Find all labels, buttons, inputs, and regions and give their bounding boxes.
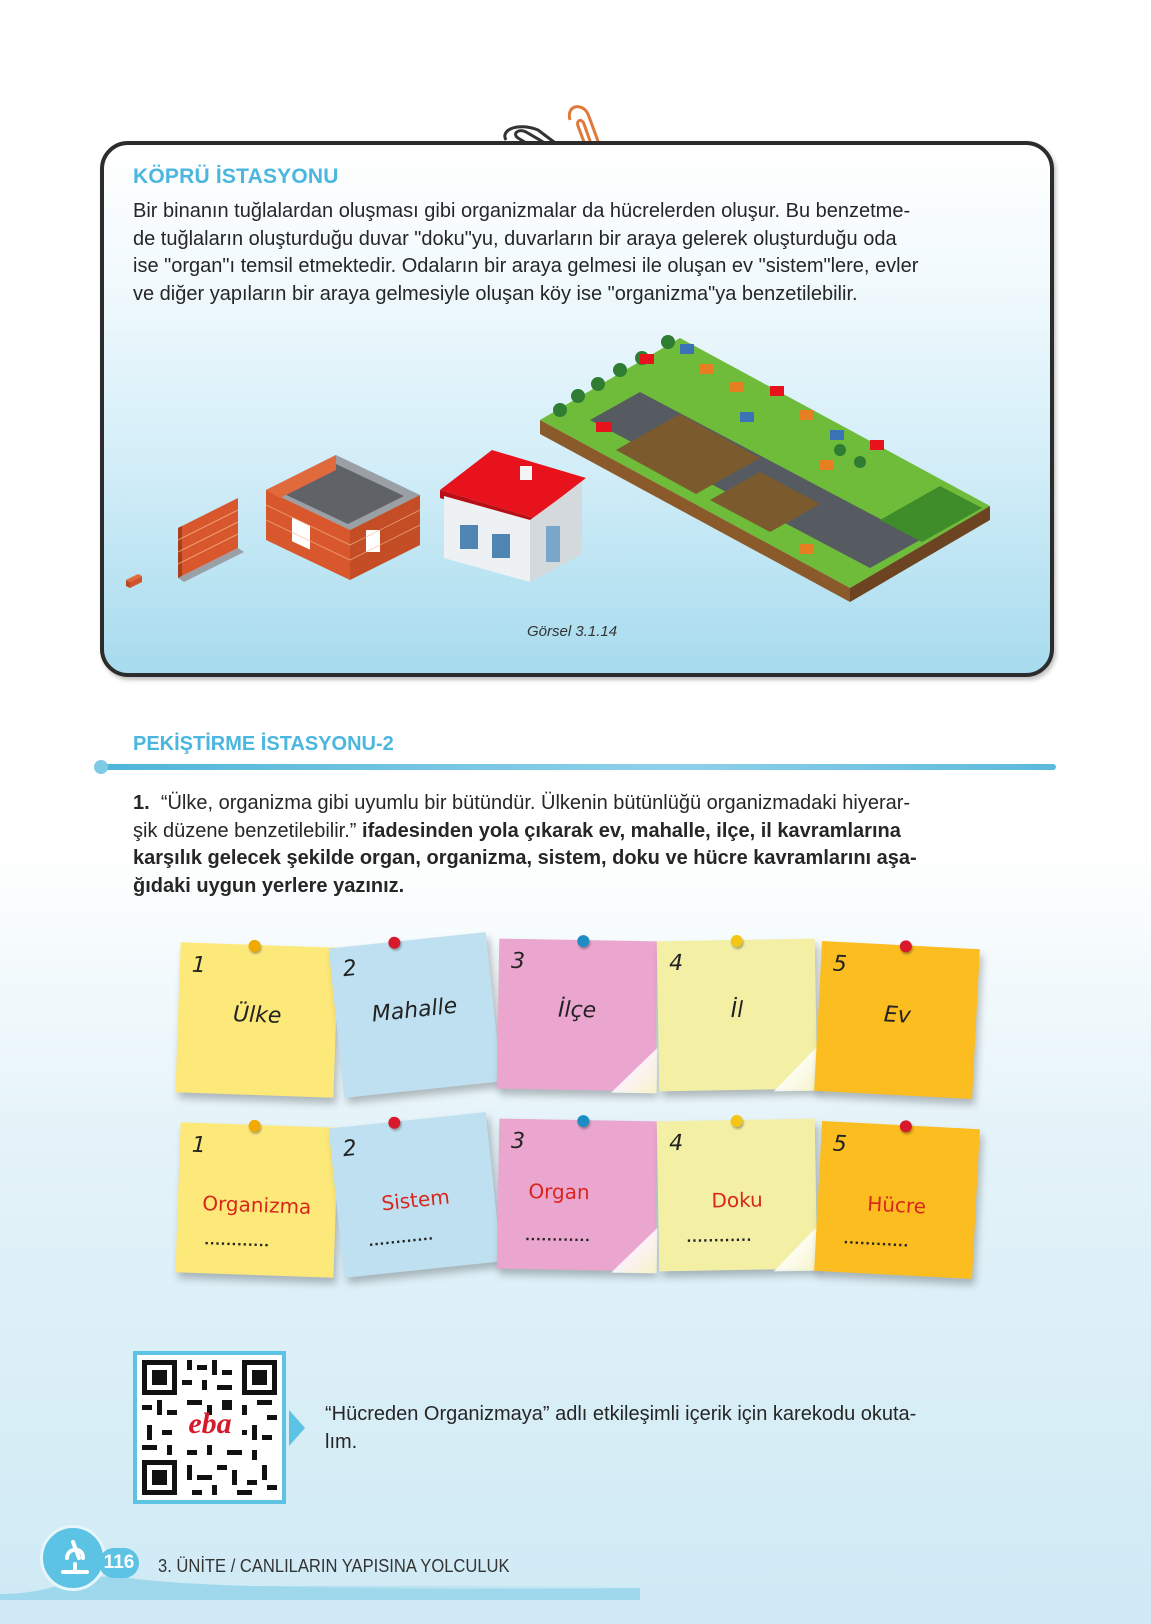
answer-blank: ............: [204, 1231, 271, 1251]
note-word: Mahalle: [370, 993, 459, 1028]
question-line: şik düzene benzetilebilir.”: [133, 819, 357, 842]
bridge-station-text: [133, 198, 1019, 308]
note-number: 2: [341, 955, 359, 983]
footer-underline: [140, 1586, 660, 1589]
qr-pointer-arrow: [289, 1410, 305, 1446]
note-word: Ülke: [232, 1002, 282, 1029]
house-icon: [440, 450, 586, 582]
figure-caption: Görsel 3.1.14: [527, 623, 618, 640]
pushpin-icon: [731, 935, 743, 947]
village-icon: [540, 335, 990, 602]
pushpin-icon: [900, 1120, 913, 1133]
pushpin-icon: [731, 1115, 743, 1127]
page-number: 116: [99, 1548, 139, 1578]
qr-text-line: “Hücreden Organizmaya” adlı etkileşimli içerik için karekodu okuta-: [325, 1403, 917, 1425]
sticky-note-answer-5: [814, 1121, 980, 1279]
microscope-icon: [40, 1525, 106, 1591]
sticky-note-answer-1: [175, 1122, 338, 1277]
qr-text-line: lım.: [325, 1431, 358, 1453]
sticky-note-ulke: [175, 942, 338, 1097]
qr-code[interactable]: [133, 1351, 286, 1504]
sticky-note-mahalle: [329, 932, 502, 1098]
note-number: 1: [191, 1132, 207, 1159]
pushpin-icon: [577, 1115, 589, 1127]
question-line-bold: ğıdaki uygun yerlere yazınız.: [133, 874, 405, 897]
note-number: 5: [832, 951, 848, 978]
sticky-note-ilce: [497, 939, 658, 1092]
note-number: 3: [510, 1128, 526, 1155]
pushpin-icon: [388, 1116, 401, 1129]
answer-organizma[interactable]: Organizma: [201, 1191, 312, 1219]
note-word: İl: [730, 997, 744, 1024]
note-word: Ev: [883, 1002, 912, 1029]
answer-blank: ............: [367, 1226, 435, 1251]
bridge-text-line: ise "organ"ı temsil etmektedir. Odaların bir araya gelmesi ile oluşan ev "sistem"lere, evler: [133, 255, 919, 277]
footer-unit-title: 3. ÜNİTE / CANLILARIN YAPISINA YOLCULUK: [158, 1556, 510, 1576]
brick-to-village-illustration: [120, 330, 1030, 630]
answer-organ[interactable]: Organ: [528, 1179, 590, 1205]
question-line-bold: ifadesinden yola çıkarak ev, mahalle, ilçe, il kavramlarına: [362, 819, 901, 842]
answer-blank: ............: [525, 1227, 591, 1246]
answer-hucre[interactable]: Hücre: [866, 1191, 927, 1219]
section-divider: [96, 764, 1056, 770]
reinforce-station-title: PEKİŞTİRME İSTASYONU-2: [133, 733, 394, 755]
question-line-bold: karşılık gelecek şekilde organ, organizma, sistem, doku ve hücre kavramlarını aşa-: [133, 847, 917, 869]
question-number: 1.: [133, 792, 150, 814]
pushpin-icon: [388, 936, 401, 949]
page-curl: [773, 1045, 820, 1092]
answer-doku[interactable]: Doku: [711, 1187, 763, 1213]
answer-blank: ............: [843, 1230, 910, 1251]
note-number: 2: [341, 1135, 359, 1163]
page-curl: [611, 1227, 658, 1274]
answer-sistem[interactable]: Sistem: [380, 1184, 451, 1216]
note-number: 4: [668, 950, 684, 977]
sticky-note-il: [657, 939, 818, 1092]
bridge-text-line: Bir binanın tuğlalardan oluşması gibi organizmalar da hücrelerden oluşur. Bu benzetme-: [133, 200, 911, 222]
question-text: [133, 790, 1019, 900]
sticky-note-answer-3: [497, 1119, 658, 1272]
page-curl: [773, 1225, 820, 1272]
answer-blank: ............: [686, 1227, 753, 1246]
room-icon: [266, 455, 420, 580]
question-line: “Ülke, organizma gibi uyumlu bir bütündür. Ülkenin bütünlüğü organizmadaki hiyerar-: [160, 792, 911, 814]
pushpin-icon: [577, 935, 589, 947]
qr-instruction-text: [325, 1400, 1019, 1456]
page-curl: [611, 1047, 658, 1094]
pushpin-icon: [900, 940, 913, 953]
sticky-note-answer-2: [329, 1112, 502, 1278]
eba-logo: eba: [188, 1407, 232, 1440]
note-number: 4: [668, 1130, 684, 1157]
bridge-text-line: ve diğer yapıların bir araya gelmesiyle oluşan köy ise "organizma"ya benzetilebilir.: [133, 282, 858, 305]
pushpin-icon: [248, 940, 260, 952]
note-number: 3: [510, 948, 526, 975]
bridge-station-title: KÖPRÜ İSTASYONU: [133, 165, 339, 188]
wall-icon: [178, 498, 244, 582]
pushpin-icon: [248, 1120, 260, 1132]
note-word: İlçe: [557, 997, 597, 1024]
brick-icon: [126, 574, 142, 588]
divider-dot: [94, 760, 108, 774]
note-number: 1: [191, 952, 207, 979]
note-number: 5: [832, 1131, 848, 1158]
bridge-text-line: de tuğlaların oluşturduğu duvar "doku"yu, duvarların bir araya gelerek oluşturduğu oda: [133, 227, 897, 250]
sticky-note-answer-4: [657, 1119, 818, 1272]
sticky-note-ev: [814, 941, 980, 1099]
